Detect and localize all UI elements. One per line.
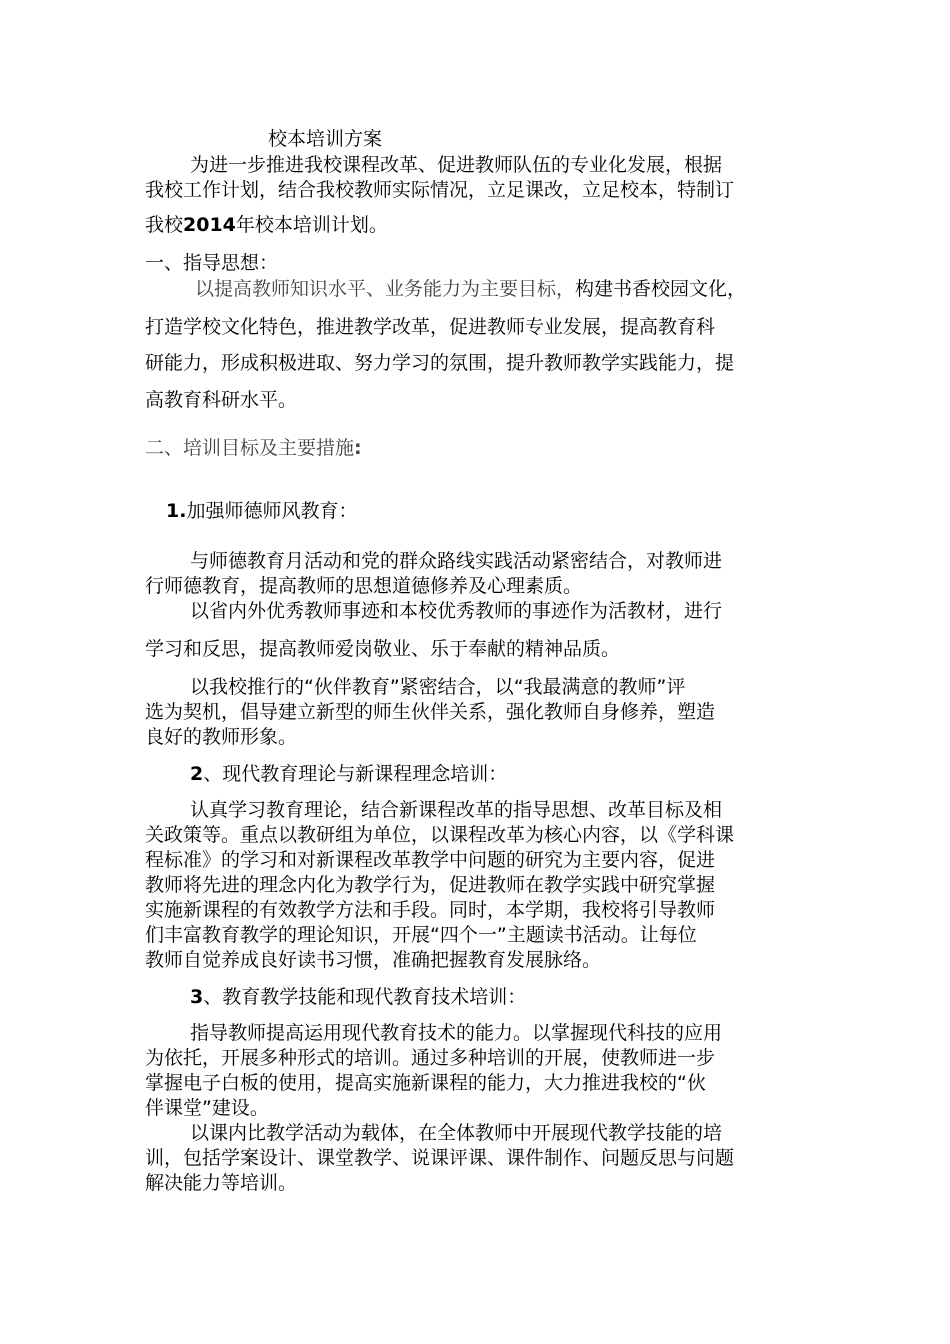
item3-line-1: 指导教师提高运用现代教育技术的能力。以掌握现代科技的应用 bbox=[190, 1022, 723, 1044]
intro-text-a: 我校 bbox=[145, 214, 184, 236]
intro-year: 2014 bbox=[183, 214, 236, 236]
item1-heading bbox=[166, 499, 357, 523]
item1-line-1: 与师德教育月活动和党的群众路线实践活动紧密结合，对教师进 bbox=[190, 550, 723, 572]
item2-line-1: 认真学习教育理论，结合新课程改革的指导思想、改革目标及相 bbox=[190, 799, 723, 821]
intro-line-2: 我校工作计划，结合我校教师实际情况，立足课改，立足校本，特制订 bbox=[145, 179, 735, 201]
item1-line-3: 以省内外优秀教师事迹和本校优秀教师的事迹作为活教材，进行 bbox=[190, 600, 723, 622]
section2-heading bbox=[145, 436, 362, 460]
item2-line-3: 程标准》的学习和对新课程改革教学中问题的研究为主要内容，促进 bbox=[145, 849, 716, 871]
intro-text-b: 年校本培训计划。 bbox=[235, 214, 388, 236]
section2-heading-colon: : bbox=[354, 437, 362, 459]
page-title: 校本培训方案 bbox=[268, 128, 383, 150]
item3-line-3: 掌握电子白板的使用，提高实施新课程的能力，大力推进我校的“伙 bbox=[145, 1072, 706, 1094]
item3-title: 、教育教学技能和现代教育技术培训： bbox=[203, 986, 527, 1008]
section1-line-1b: 构建书香校园文化， bbox=[575, 278, 747, 300]
item1-line-6: 选为契机，倡导建立新型的师生伙伴关系，强化教师自身修养，塑造 bbox=[145, 701, 716, 723]
section1-line-4: 高教育科研水平。 bbox=[145, 389, 298, 411]
item3-number: 3 bbox=[190, 986, 204, 1008]
item2-line-2: 关政策等。重点以教研组为单位，以课程改革为核心内容，以《学科课 bbox=[145, 824, 735, 846]
item2-line-4: 教师将先进的理念内化为教学行为，促进教师在教学实践中研究掌握 bbox=[145, 874, 716, 896]
section1-line-2: 打造学校文化特色，推进教学改革，促进教师专业发展，提高教育科 bbox=[145, 316, 716, 338]
item3-heading bbox=[190, 985, 526, 1009]
section1-line-1a: 以提高教师知识水平、业务能力为主要目标， bbox=[195, 278, 576, 300]
item2-line-5: 实施新课程的有效教学方法和手段。同时，本学期，我校将引导教师 bbox=[145, 899, 716, 921]
item2-number: 2 bbox=[190, 763, 204, 785]
item2-line-6: 们丰富教育教学的理论知识，开展“四个一”主题读书活动。让每位 bbox=[145, 924, 697, 946]
item1-title: 加强师德师风教育： bbox=[186, 500, 358, 522]
section1-line-1 bbox=[195, 277, 746, 301]
section2-heading-text: 二、培训目标及主要措施 bbox=[145, 437, 355, 459]
item2-title: 、现代教育理论与新课程理念培训： bbox=[203, 763, 508, 785]
item1-line-2: 行师德教育，提高教师的思想道德修养及心理素质。 bbox=[145, 575, 583, 597]
item3-line-5: 以课内比教学活动为载体，在全体教师中开展现代教学技能的培 bbox=[190, 1122, 723, 1144]
item3-line-7: 解决能力等培训。 bbox=[145, 1172, 298, 1194]
intro-line-1: 为进一步推进我校课程改革、促进教师队伍的专业化发展，根据 bbox=[190, 154, 723, 176]
item1-line-7: 良好的教师形象。 bbox=[145, 726, 298, 748]
item2-line-7: 教师自觉养成良好读书习惯，准确把握教育发展脉络。 bbox=[145, 949, 602, 971]
item1-line-5: 以我校推行的“伙伴教育”紧密结合，以“我最满意的教师”评 bbox=[190, 676, 686, 698]
item3-line-2: 为依托，开展多种形式的培训。通过多种培训的开展，使教师进一步 bbox=[145, 1047, 716, 1069]
section1-heading: 一、指导思想： bbox=[145, 252, 279, 274]
item3-line-4: 伴课堂”建设。 bbox=[145, 1097, 269, 1119]
item3-line-6: 训，包括学案设计、课堂教学、说课评课、课件制作、问题反思与问题 bbox=[145, 1147, 735, 1169]
item1-line-4: 学习和反思，提高教师爱岗敬业、乐于奉献的精神品质。 bbox=[145, 638, 621, 660]
intro-line-3 bbox=[145, 213, 388, 237]
section1-line-3: 研能力，形成积极进取、努力学习的氛围，提升教师教学实践能力，提 bbox=[145, 352, 735, 374]
item1-number: 1. bbox=[166, 500, 187, 522]
item2-heading bbox=[190, 762, 507, 786]
